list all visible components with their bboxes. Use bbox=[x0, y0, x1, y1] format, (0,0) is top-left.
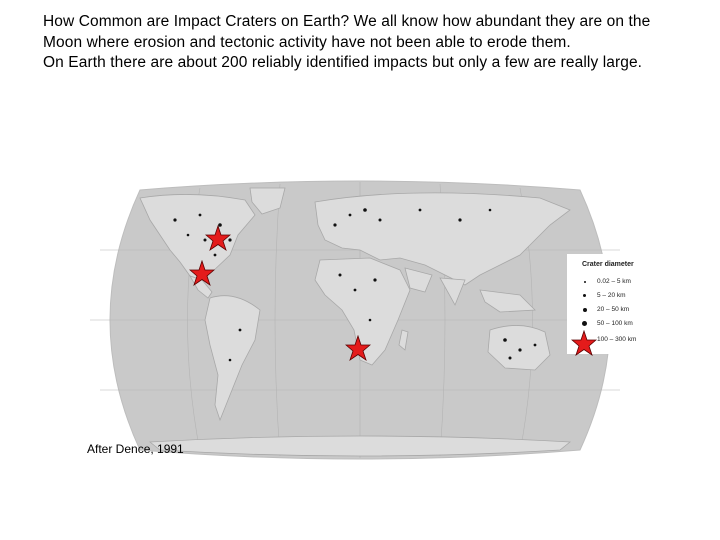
legend-item bbox=[567, 276, 687, 290]
legend-item bbox=[567, 290, 687, 304]
antarctica bbox=[150, 436, 570, 456]
sudbury-impact-star bbox=[205, 225, 231, 251]
intro-paragraph: How Common are Impact Craters on Earth? We all know how abundant they are on the Moon where erosion and tectonic activity have not been able to erode them. bbox=[43, 13, 651, 51]
map-credit: After Dence, 1991 bbox=[87, 442, 184, 456]
legend-label: 20 – 50 km bbox=[597, 306, 630, 313]
chicxulub-impact-star bbox=[189, 260, 215, 286]
red-star-icon bbox=[571, 330, 597, 356]
legend-title: Crater diameter bbox=[582, 261, 634, 268]
tiny-dot-icon bbox=[584, 281, 586, 283]
legend-item bbox=[567, 334, 687, 348]
legend-label: 50 – 100 km bbox=[597, 320, 633, 327]
legend-label: 5 – 20 km bbox=[597, 292, 626, 299]
world-map bbox=[80, 180, 640, 460]
world-map-graphic bbox=[80, 180, 640, 460]
slide-text bbox=[43, 12, 693, 74]
legend-label: 100 – 300 km bbox=[597, 336, 637, 343]
vredefort-impact-star bbox=[345, 335, 371, 361]
medium-dot-icon bbox=[583, 308, 587, 312]
crater-diameter-legend bbox=[567, 254, 687, 354]
earth-impacts-paragraph: On Earth there are about 200 reliably identified impacts but only a few are really large. bbox=[43, 54, 643, 71]
legend-label: 0.02 – 5 km bbox=[597, 278, 631, 285]
small-dot-icon bbox=[583, 294, 586, 297]
large-dot-icon bbox=[582, 321, 587, 326]
legend-item bbox=[567, 304, 687, 318]
